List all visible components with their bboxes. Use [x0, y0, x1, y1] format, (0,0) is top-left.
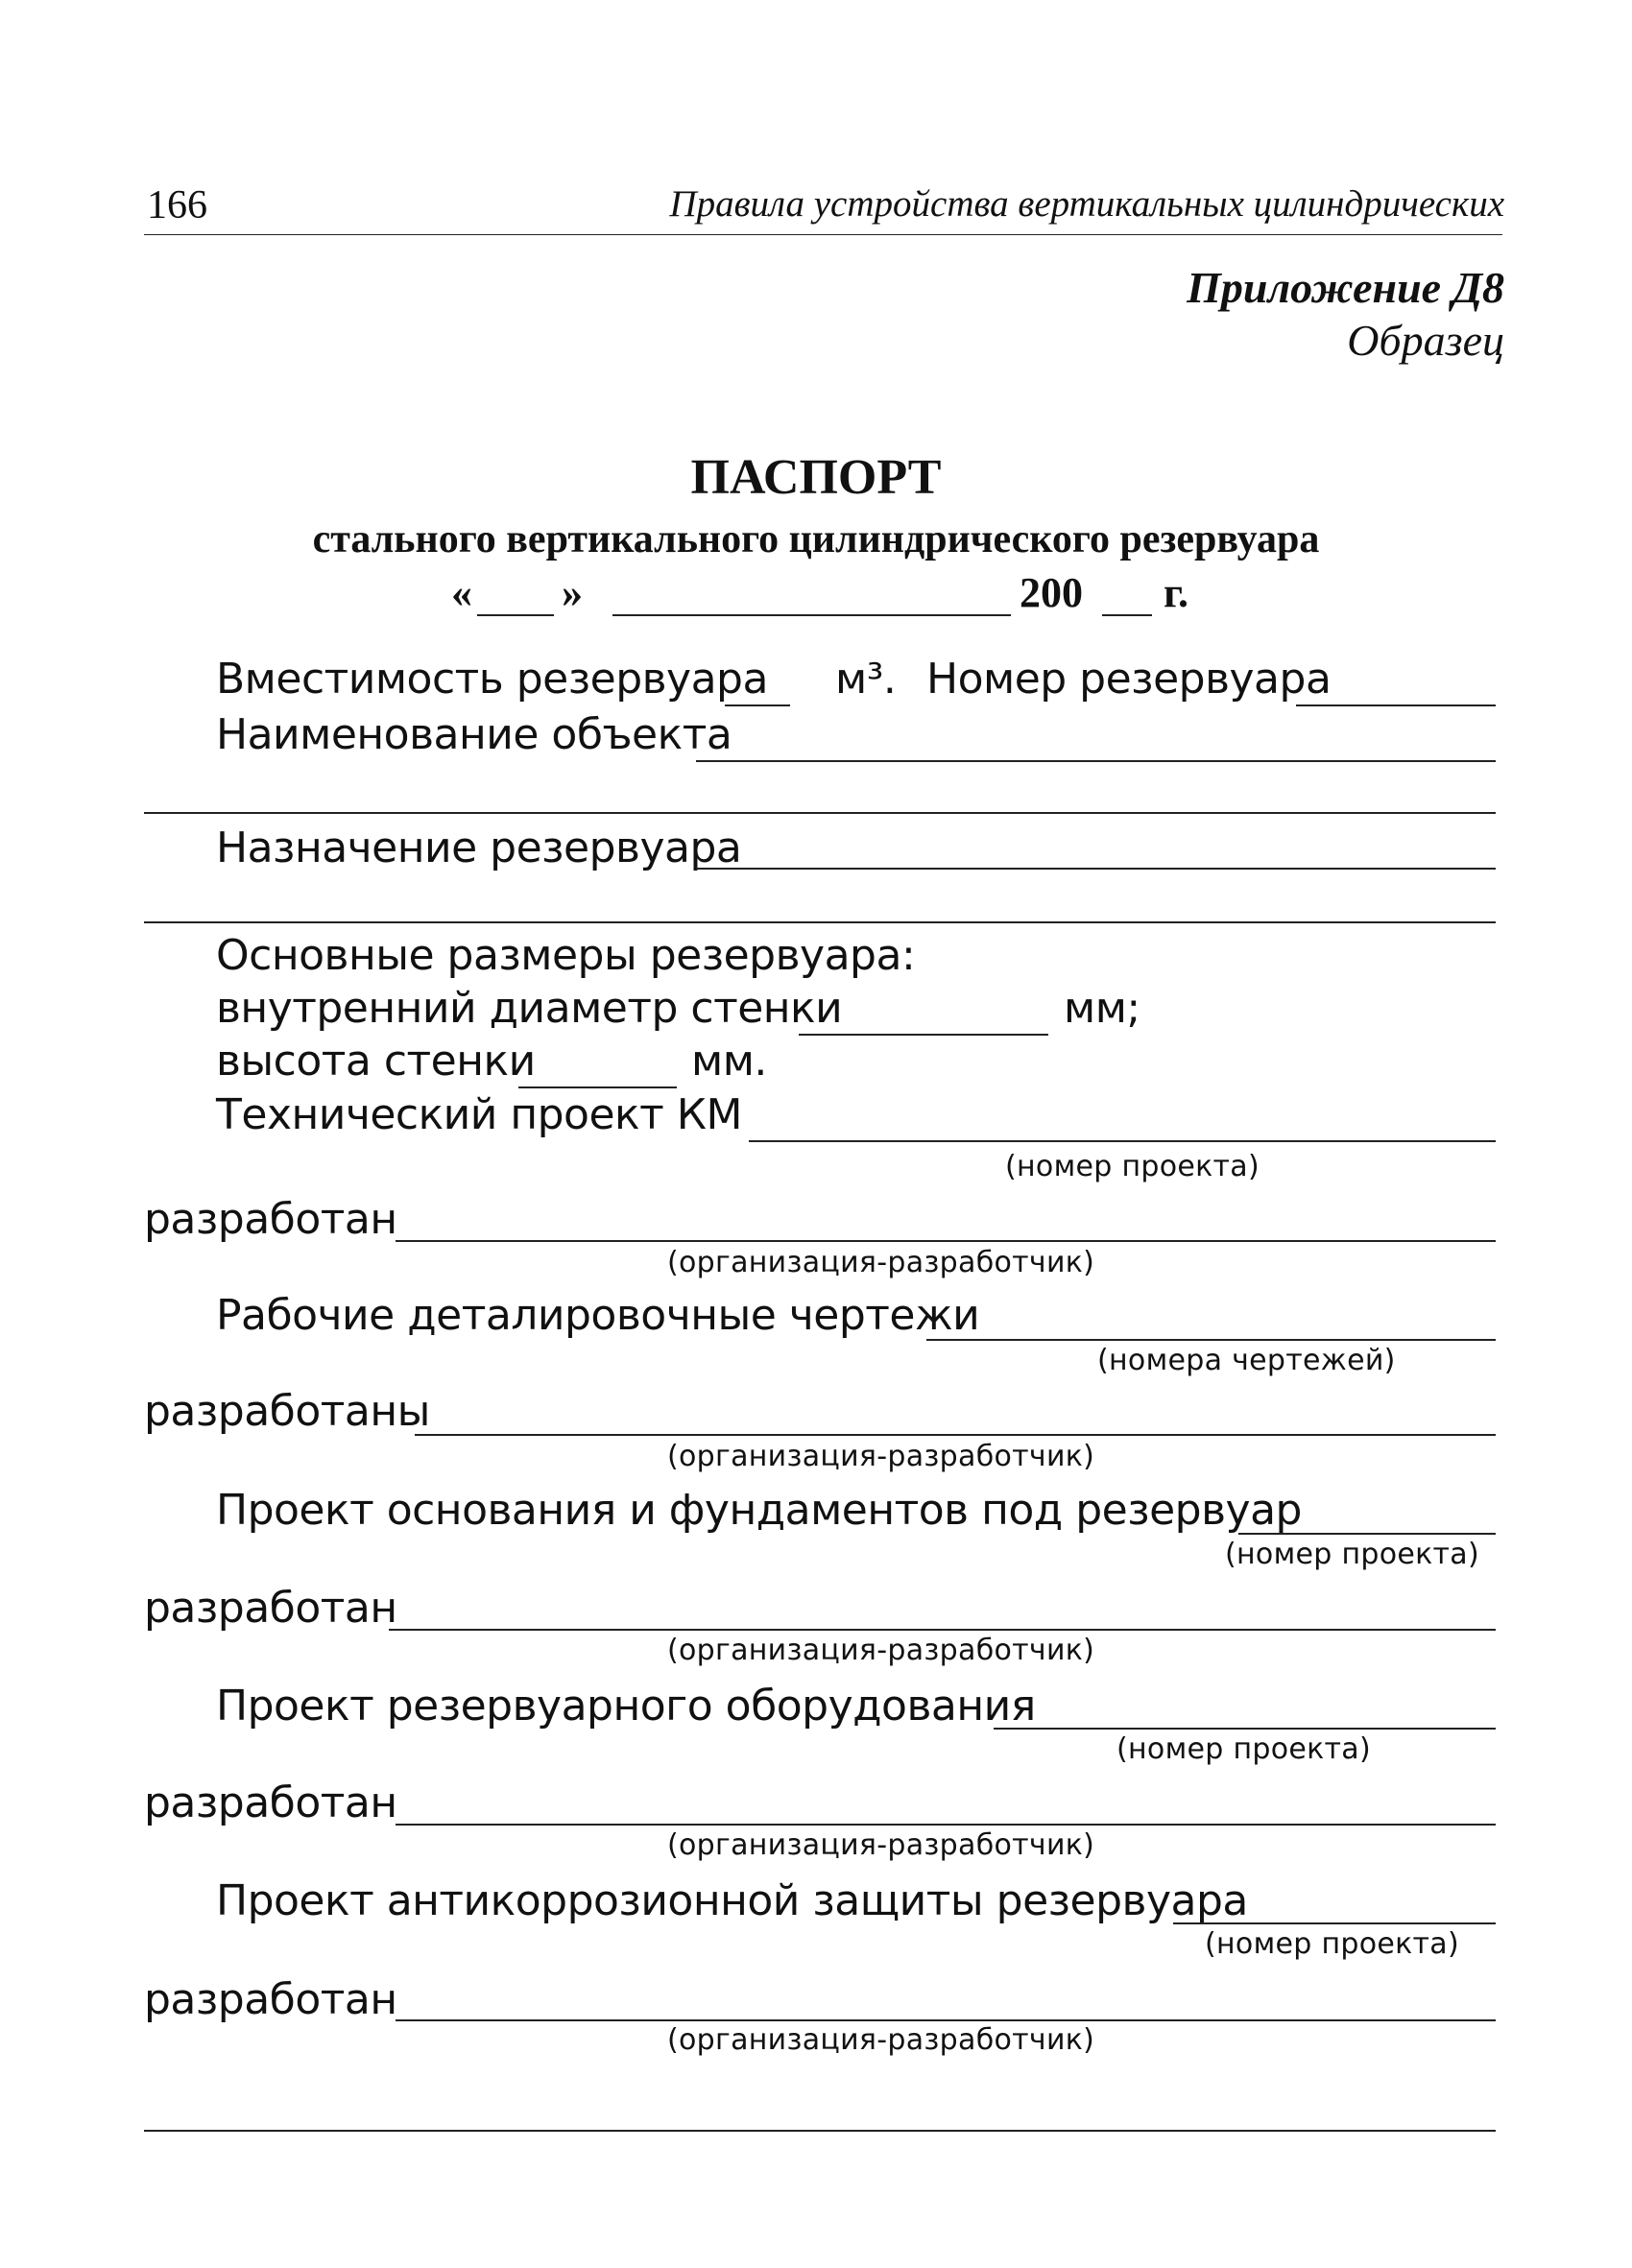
capacity-label: Вместимость резервуара [216, 655, 768, 704]
date-year-prefix: 200 [1020, 569, 1083, 616]
object-name-blank[interactable] [696, 760, 1496, 762]
inner-diameter-unit: мм; [1064, 984, 1140, 1033]
foundation-project-hint: (номер проекта) [1225, 1538, 1479, 1571]
foundation-developed-label: разработан [144, 1584, 397, 1633]
equipment-project-blank[interactable] [994, 1728, 1496, 1730]
capacity-blank[interactable] [725, 704, 790, 706]
document-title: ПАСПОРТ [690, 450, 942, 505]
purpose-label: Назначение резервуара [216, 824, 742, 872]
wall-height-label: высота стенки [216, 1037, 536, 1086]
date-year-blank[interactable] [1102, 614, 1152, 616]
anticorrosion-developed-label: разработан [144, 1975, 397, 2024]
tech-project-hint: (номер проекта) [1005, 1150, 1260, 1183]
drawings-developed-hint: (организация-разработчик) [667, 1440, 1095, 1473]
sample-label: Образец [1347, 316, 1504, 365]
purpose-blank[interactable] [696, 868, 1496, 870]
drawings-developed-blank[interactable] [415, 1434, 1496, 1436]
drawings-developed-label: разработаны [144, 1387, 430, 1436]
tech-project-blank[interactable] [749, 1140, 1496, 1142]
foundation-project-label: Проект основания и фундаментов под резервуар [216, 1486, 1302, 1535]
tech-project-label: Технический проект КМ [216, 1090, 742, 1139]
tank-number-label: Номер резервуара [926, 655, 1332, 704]
foundation-developed-blank[interactable] [389, 1629, 1496, 1631]
equipment-project-hint: (номер проекта) [1116, 1732, 1371, 1766]
object-name-blank-continued[interactable] [144, 812, 1496, 814]
footer-blank-line[interactable] [144, 2130, 1496, 2132]
date-month-blank[interactable] [612, 614, 1011, 616]
wall-height-unit: мм. [691, 1037, 767, 1086]
anticorrosion-project-label: Проект антикоррозионной защиты резервуара [216, 1876, 1248, 1925]
header-rule [144, 234, 1502, 235]
date-open-quote: « [451, 569, 472, 616]
running-title: Правила устройства вертикальных цилиндрических [669, 183, 1504, 225]
date-close-quote: » [562, 569, 583, 616]
anticorrosion-project-hint: (номер проекта) [1205, 1927, 1459, 1961]
tank-number-blank[interactable] [1296, 704, 1496, 706]
working-drawings-label: Рабочие деталировочные чертежи [216, 1291, 980, 1340]
anticorrosion-project-blank[interactable] [1173, 1922, 1496, 1924]
document-subtitle: стального вертикального цилиндрического резервуара [312, 517, 1320, 561]
equipment-developed-blank[interactable] [396, 1824, 1496, 1826]
appendix-label: Приложение Д8 [1187, 263, 1504, 312]
wall-height-blank[interactable] [518, 1086, 677, 1088]
equipment-project-label: Проект резервуарного оборудования [216, 1682, 1036, 1731]
purpose-blank-continued[interactable] [144, 921, 1496, 923]
anticorrosion-developed-hint: (организация-разработчик) [667, 2023, 1095, 2057]
date-year-suffix: г. [1164, 569, 1189, 616]
working-drawings-hint: (номера чертежей) [1097, 1344, 1396, 1377]
tech-developed-blank[interactable] [396, 1240, 1496, 1242]
object-name-label: Наименование объекта [216, 710, 732, 759]
page-number: 166 [147, 183, 207, 227]
working-drawings-blank[interactable] [926, 1339, 1496, 1341]
tech-developed-hint: (организация-разработчик) [667, 1246, 1095, 1279]
date-day-blank[interactable] [477, 614, 554, 616]
equipment-developed-hint: (организация-разработчик) [667, 1828, 1095, 1862]
inner-diameter-blank[interactable] [799, 1034, 1048, 1036]
foundation-developed-hint: (организация-разработчик) [667, 1634, 1095, 1667]
anticorrosion-developed-blank[interactable] [396, 2019, 1496, 2021]
tech-developed-label: разработан [144, 1195, 397, 1244]
main-dimensions-label: Основные размеры резервуара: [216, 931, 916, 980]
capacity-unit: м³. [835, 655, 897, 704]
inner-diameter-label: внутренний диаметр стенки [216, 984, 843, 1033]
foundation-project-blank[interactable] [1238, 1533, 1496, 1535]
equipment-developed-label: разработан [144, 1779, 397, 1827]
